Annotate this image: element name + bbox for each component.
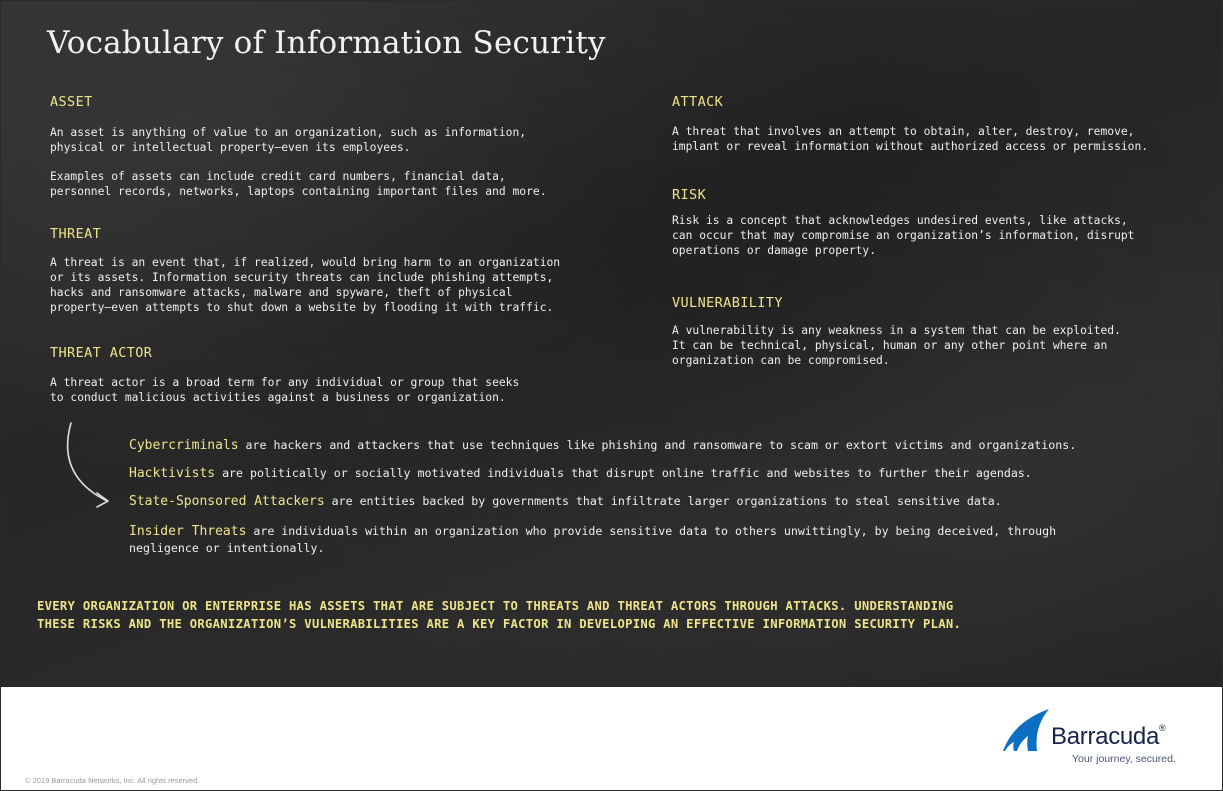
attack-definition-line: implant or reveal information without authorized access or permission.	[672, 140, 1149, 153]
vulnerability-definition-line: organization can be compromised.	[672, 354, 890, 367]
summary-line: EVERY ORGANIZATION OR ENTERPRISE HAS ASSETS THAT ARE SUBJECT TO THREATS AND THREAT ACTORS THROUGH ATTACKS. UNDERSTANDING	[37, 599, 954, 613]
summary-line: THESE RISKS AND THE ORGANIZATION’S VULNERABILITIES ARE A KEY FACTOR IN DEVELOPING AN EFFECTIVE INFORMATION SECURITY PLAN.	[37, 617, 962, 631]
asset-definition-line: An asset is anything of value to an organization, such as information,	[50, 126, 527, 139]
curved-arrow-icon	[61, 421, 121, 513]
brand-name: Barracuda®	[1051, 723, 1166, 750]
threat-actor-definition-line: to conduct malicious activities against a business or organization.	[50, 391, 506, 404]
vulnerability-heading: VULNERABILITY	[672, 295, 783, 311]
actor-description: are entities backed by governments that infiltrate larger organizations to steal sensitive data.	[324, 494, 1002, 508]
copyright-notice: © 2019 Barracuda Networks, Inc. All rights reserved.	[25, 776, 200, 785]
attack-definition-line: A threat that involves an attempt to obtain, alter, destroy, remove,	[672, 125, 1135, 138]
threat-definition-line: A threat is an event that, if realized, would bring harm to an organization	[50, 256, 561, 269]
actor-cybercriminals	[129, 437, 1076, 454]
attack-heading: ATTACK	[672, 94, 724, 110]
threat-actor-definition	[50, 375, 519, 405]
threat-definition-line: property—even attempts to shut down a website by flooding it with traffic.	[50, 301, 554, 314]
threat-definition	[50, 255, 560, 315]
threat-definition-line: or its assets. Information security threats can include phishing attempts,	[50, 271, 554, 284]
asset-examples-line: personnel records, networks, laptops containing important files and more.	[50, 185, 547, 198]
attack-definition	[672, 124, 1148, 154]
risk-definition-line: Risk is a concept that acknowledges undesired events, like attacks,	[672, 214, 1128, 227]
asset-examples	[50, 169, 547, 199]
vulnerability-definition-line: A vulnerability is any weakness in a system that can be exploited.	[672, 324, 1121, 337]
brand-tagline: Your journey, secured.	[1072, 753, 1176, 765]
page-title: Vocabulary of Information Security	[47, 25, 606, 61]
actor-term: Cybercriminals	[129, 438, 239, 453]
actor-insider-threats	[129, 523, 1056, 556]
actor-hacktivists	[129, 465, 1032, 482]
threat-heading: THREAT	[50, 226, 102, 242]
registered-mark: ®	[1159, 723, 1166, 733]
threat-definition-line: hacks and ransomware attacks, malware and spyware, theft of physical	[50, 286, 513, 299]
chalkboard-panel	[1, 1, 1222, 687]
barracuda-fin-logo	[1001, 709, 1055, 751]
risk-definition-line: can occur that may compromise an organization’s information, disrupt	[672, 229, 1135, 242]
asset-heading: ASSET	[50, 94, 93, 110]
vulnerability-definition-line: It can be technical, physical, human or any other point where an	[672, 339, 1108, 352]
actor-description: are hackers and attackers that use techniques like phishing and ransomware to scam or extort victims and organizations.	[238, 438, 1077, 452]
actor-description-continued: negligence or intentionally.	[129, 541, 325, 555]
asset-definition-line: physical or intellectual property—even its employees.	[50, 141, 411, 154]
actor-description: are individuals within an organization who provide sensitive data to others unwittingly, by being deceived, through	[246, 524, 1057, 538]
risk-definition-line: operations or damage property.	[672, 244, 877, 257]
actor-description: are politically or socially motivated individuals that disrupt online traffic and websites to further their agendas.	[215, 466, 1032, 480]
actor-term: Insider Threats	[129, 524, 247, 539]
risk-definition	[672, 213, 1135, 258]
risk-heading: RISK	[672, 187, 707, 203]
actor-state-sponsored	[129, 493, 1002, 510]
vulnerability-definition	[672, 323, 1121, 368]
actor-term: Hacktivists	[129, 466, 216, 481]
summary-statement	[37, 597, 961, 633]
asset-definition	[50, 125, 526, 155]
asset-examples-line: Examples of assets can include credit card numbers, financial data,	[50, 170, 506, 183]
threat-actor-definition-line: A threat actor is a broad term for any individual or group that seeks	[50, 376, 520, 389]
threat-actor-heading: THREAT ACTOR	[50, 345, 153, 361]
actor-term: State-Sponsored Attackers	[129, 494, 325, 509]
